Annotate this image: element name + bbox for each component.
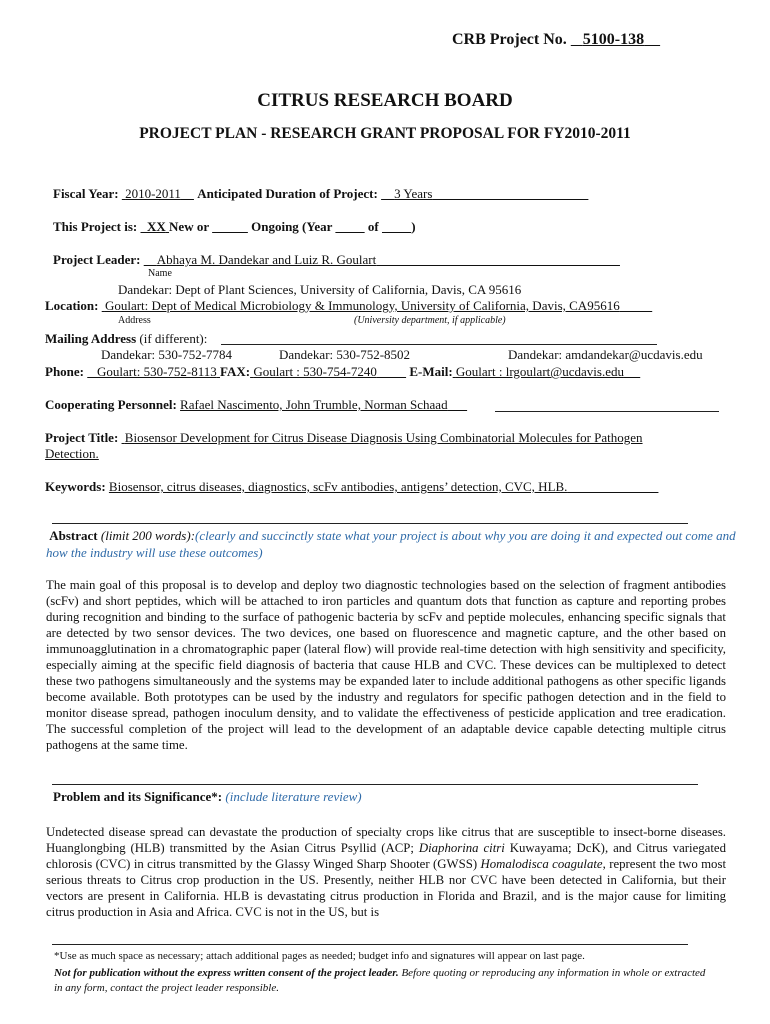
location-line-1: Dandekar: Dept of Plant Sciences, University of California, Davis, CA 95616 bbox=[118, 282, 522, 297]
abstract-body: The main goal of this proposal is to develop and deploy two diagnostic technologies based on the selection of fragment antibodies (scFv) and short peptides, which will be attached to iron particles and quantum dots that function as capture and reporting probes during recognition and binding to the surface of pathogenic bacteria by scFv and peptide molecules, enhancing specific signals that are detected by two sensor devices. The two devices, one based on fluorescence and magnetic capture, and the other based on immunoagglutination in a chromatographic paper (lateral flow) will provide real-time detection with high sensitivity and specificity, especially aiming at the specific field diagnosis of bacteria that cause HLB and CVC. These devices can be multiplexed to detect these two pathogens simultaneously and the systems may be expanded later to include additional pathogens as other specific ligands become available. Both prototypes can be used by the industry and regulators for specific pathogen detection and in the field to monitor disease spread, pathogen inoculum density, and to validate the effectiveness of pesticide application and tree eradication. The successful completion of the project will lead to the development of an adaptable device capable detecting multiple citrus pathogens at the same time. bbox=[46, 578, 726, 752]
project-title-row: Project Title: Biosensor Development for Citrus Disease Diagnosis Using Combinatorial Molecules for Pathogen bbox=[45, 430, 643, 445]
of-blank bbox=[382, 219, 411, 234]
fax-dandekar: Dandekar: 530-752-8502 bbox=[279, 347, 411, 362]
keywords-row: Keywords: Biosensor, citrus diseases, diagnostics, scFv antibodies, antigens’ detection, CVC, HLB. bbox=[45, 479, 658, 495]
footer-rule bbox=[52, 944, 688, 945]
fax-goulart: Goulart : 530-754-7240 bbox=[253, 364, 377, 379]
year-blank bbox=[335, 219, 364, 234]
cooperating-personnel-row: Cooperating Personnel: Rafael Nascimento, John Trumble, Norman Schaad bbox=[45, 397, 467, 413]
keywords-value: Biosensor, citrus diseases, diagnostics, scFv antibodies, antigens’ detection, CVC, HLB. bbox=[108, 479, 568, 494]
ongoing-blank bbox=[212, 219, 248, 234]
problem-body: Undetected disease spread can devastate the production of specialty crops like citrus that are susceptible to insect-borne diseases. Huanglongbing (HLB) transmitted by the Asian Citrus Psyllid (ACP; Diaphorina citri Kuwayama; DcK), and Citrus variegated chlorosis (CVC) in citrus transmitted by the Glassy Winged Sharp Shooter (GWSS) Homalodisca coagulate, represent the two most serious threats to Citrus crop production in the US. Presently, neither HLB nor CVC have been detected in California, but their vectors are present in California. HLB is devastating citrus production in Florida and Brazil, and is the major cause for limiting citrus production in Asia and Africa. CVC is not in the US, but is bbox=[46, 825, 726, 919]
crb-project-number: CRB Project No. 5100-138 bbox=[452, 31, 645, 48]
abstract-heading: Abstract (limit 200 words):(clearly and succinctly state what your project is about why you are doing it and expected out come and how the industry will use these outcomes) bbox=[46, 528, 736, 560]
footer-notice: Not for publication without the express written consent of the project leader. Before quoting or reproducing any information in whole or extracted in any form, contact the project leader responsible. bbox=[54, 967, 706, 994]
phone-goulart: Goulart: 530-752-8113 bbox=[97, 364, 217, 379]
fiscal-year-value: 2010-2011 bbox=[125, 186, 181, 201]
coop-value: Rafael Nascimento, John Trumble, Norman Schaad bbox=[180, 397, 448, 412]
org-title: CITRUS RESEARCH BOARD bbox=[257, 90, 513, 111]
fiscal-year-row: Fiscal Year: 2010-2011 Anticipated Duration of Project: 3 Years bbox=[53, 186, 588, 202]
problem-rule bbox=[52, 784, 698, 785]
location-line-2: Goulart: Dept of Medical Microbiology & Immunology, University of California, Davis, CA95616 bbox=[104, 298, 620, 313]
dept-caption: (University department, if applicable) bbox=[354, 315, 506, 326]
footer-note: *Use as much space as necessary; attach additional pages as needed; budget info and signatures will appear on last page. bbox=[54, 950, 585, 962]
abstract-instruction: (clearly and succinctly state what your project is about why you are doing it and expected out come and how the industry will use these outcomes) bbox=[46, 528, 736, 560]
project-leader-row: Project Leader: Abhaya M. Dandekar and Luiz R. Goulart bbox=[53, 252, 620, 268]
problem-heading: Problem and its Significance*: (include literature review) bbox=[53, 789, 362, 804]
email-goulart: Goulart : lrgoulart@ucdavis.edu bbox=[455, 364, 624, 379]
project-type-row: This Project is: XX New or Ongoing (Year of ) bbox=[53, 219, 416, 234]
project-title-value-line-2: Detection. bbox=[45, 446, 99, 461]
problem-instruction: (include literature review) bbox=[225, 789, 362, 804]
mailing-address-blank bbox=[221, 344, 657, 345]
plan-title: PROJECT PLAN - RESEARCH GRANT PROPOSAL FOR FY2010-2011 bbox=[139, 125, 631, 142]
leader-value: Abhaya M. Dandekar and Luiz R. Goulart bbox=[156, 252, 377, 267]
abstract-rule bbox=[52, 523, 688, 524]
duration-value: 3 Years bbox=[394, 186, 433, 201]
contact-row: Phone: Goulart: 530-752-8113 FAX: Goulart : 530-754-7240 E-Mail: Goulart : lrgoulart@ucdavis.edu bbox=[45, 364, 640, 380]
coop-blank bbox=[495, 411, 719, 412]
location-row: Location: Goulart: Dept of Medical Microbiology & Immunology, University of California, Davis, CA95616 bbox=[45, 298, 652, 314]
name-caption: Name bbox=[148, 268, 172, 279]
mailing-address-row: Mailing Address (if different): bbox=[45, 331, 208, 346]
email-dandekar: Dandekar: amdandekar@ucdavis.edu bbox=[508, 347, 703, 362]
new-mark: XX bbox=[147, 219, 166, 234]
phone-dandekar: Dandekar: 530-752-7784 bbox=[101, 347, 233, 362]
project-title-value: Biosensor Development for Citrus Disease Diagnosis Using Combinatorial Molecules for Pathogen bbox=[124, 430, 643, 445]
crb-number-value: 5100-138 bbox=[582, 31, 645, 48]
address-caption: Address bbox=[118, 315, 151, 326]
